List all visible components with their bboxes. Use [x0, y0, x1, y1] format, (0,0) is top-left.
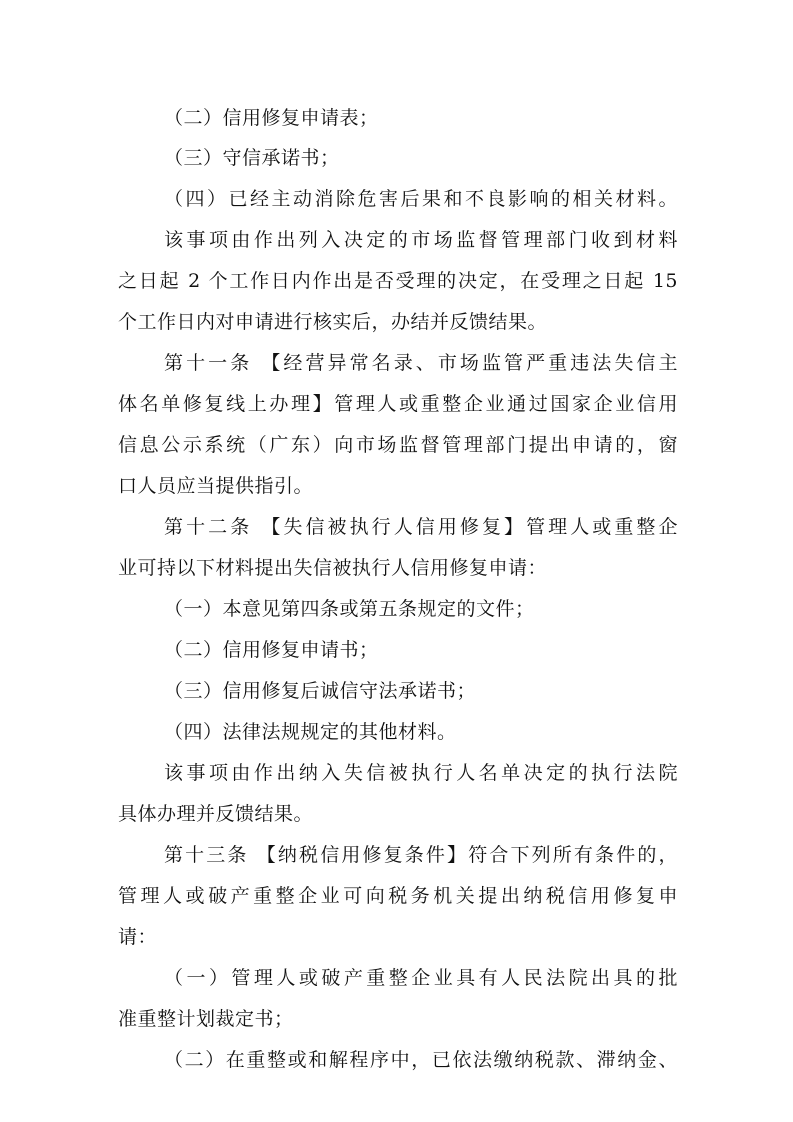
text-line: （四）已经主动消除危害后果和不良影响的相关材料。 [164, 188, 678, 210]
text-line: 第十一条 【经营异常名录、市场监管严重违法失信主 [164, 352, 678, 374]
text-line: （一）本意见第四条或第五条规定的文件； [164, 598, 535, 620]
text-line: （二）在重整或和解程序中，已依法缴纳税款、滞纳金、 [164, 1049, 678, 1071]
text-line: 请： [118, 926, 158, 948]
text-line: 管理人或破产重整企业可向税务机关提出纳税信用修复申 [118, 885, 678, 907]
text-line: （二）信用修复申请表； [164, 107, 379, 129]
text-line: 体名单修复线上办理】管理人或重整企业通过国家企业信用 [118, 393, 678, 415]
text-line: 准重整计划裁定书； [118, 1008, 294, 1030]
text-line: 第十三条 【纳税信用修复条件】符合下列所有条件的， [164, 844, 678, 866]
text-line: 具体办理并反馈结果。 [118, 803, 314, 825]
text-line: 之日起 2 个工作日内作出是否受理的决定，在受理之日起 15 [118, 270, 678, 292]
text-line: （二）信用修复申请书； [164, 639, 379, 661]
text-line: 该事项由作出纳入失信被执行人名单决定的执行法院 [164, 762, 678, 784]
text-line: （三）守信承诺书； [164, 147, 340, 169]
text-line: （一）管理人或破产重整企业具有人民法院出具的批 [164, 967, 678, 989]
text-line: 信息公示系统（广东）向市场监督管理部门提出申请的，窗 [118, 434, 678, 456]
text-line: 个工作日内对申请进行核实后，办结并反馈结果。 [118, 311, 548, 333]
text-line: 第十二条 【失信被执行人信用修复】管理人或重整企 [164, 516, 678, 538]
text-line: （四）法律法规规定的其他材料。 [164, 721, 457, 743]
text-line: 口人员应当提供指引。 [118, 475, 314, 497]
text-line: 该事项由作出列入决定的市场监督管理部门收到材料 [164, 229, 678, 251]
text-line: 业可持以下材料提出失信被执行人信用修复申请： [118, 557, 548, 579]
text-line: （三）信用修复后诚信守法承诺书； [164, 680, 477, 702]
